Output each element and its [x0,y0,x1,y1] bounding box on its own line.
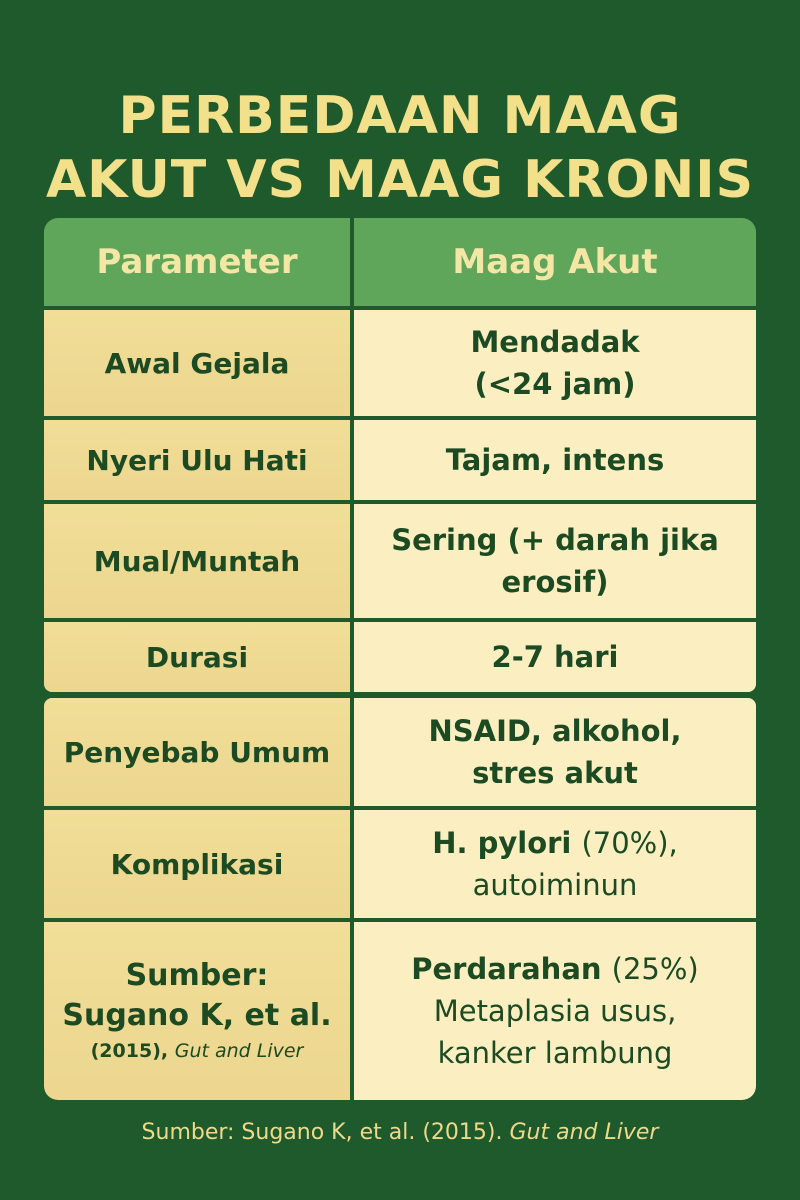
source-line-2: Sugano K, et al. [62,998,332,1033]
header-maag-akut [354,218,756,306]
value-light: (25%) [611,952,699,986]
value-line-1: Mendadak [470,325,640,359]
header-parameter [44,218,350,306]
value-line-2: stres akut [472,756,638,790]
value-line-2: (<24 jam) [474,367,636,401]
parameter-label: Nyeri Ulu Hati [86,443,308,477]
parameter-label: Penyebab Umum [63,735,331,769]
header-parameter-label: Parameter [96,242,298,282]
title-line-1: PERBEDAAN MAAG [118,86,682,146]
source-year: (2015), [90,1040,169,1062]
source-line-3 [91,1036,304,1066]
table-row-sumber-parameter [44,922,350,1100]
table-row-awal-gejala-value [354,310,756,416]
value-light: (70%), [581,826,678,860]
table-row-sumber-value [354,922,756,1100]
table-row-nyeri-parameter [44,420,350,500]
footer-journal: Gut and Liver [509,1120,659,1145]
value-line-1: Tajam, intens [445,443,665,477]
value-line-3: kanker lambung [437,1036,673,1070]
value-bold: H. pylori [432,826,572,860]
table-row-nyeri-value [354,420,756,500]
title-line-2: AKUT VS MAAG KRONIS [45,150,755,210]
parameter-label: Durasi [145,640,249,674]
parameter-label: Komplikasi [110,847,284,881]
value-line-2: autoiminun [472,868,638,902]
value-line-1: 2-7 hari [491,640,619,674]
value-line-1: NSAID, alkohol, [428,714,682,748]
table-row-awal-gejala-parameter [44,310,350,416]
table-row-durasi-value [354,622,756,692]
table-row-penyebab-value [354,698,756,806]
table-row-mual-value [354,504,756,618]
parameter-label: Mual/Muntah [93,544,301,578]
source-journal: Gut and Liver [174,1040,304,1062]
table-row-durasi-parameter [44,622,350,692]
source-line-1: Sumber: [125,958,269,993]
table-row-penyebab-parameter [44,698,350,806]
footer-source [0,1120,800,1145]
value-line-1 [432,822,678,864]
footer-text: Sumber: Sugano K, et al. (2015). [141,1120,503,1145]
table-row-mual-parameter [44,504,350,618]
header-maag-akut-label: Maag Akut [452,242,658,282]
table-row-komplikasi-value [354,810,756,918]
value-bold: Perdarahan [411,952,602,986]
value-line-1: Sering (+ darah jika [391,523,719,557]
value-line-1 [411,948,699,990]
page-title [0,84,800,212]
table-row-komplikasi-parameter [44,810,350,918]
parameter-label: Awal Gejala [104,346,290,380]
value-line-2: erosif) [501,565,609,599]
value-line-2: Metaplasia usus, [433,994,677,1028]
